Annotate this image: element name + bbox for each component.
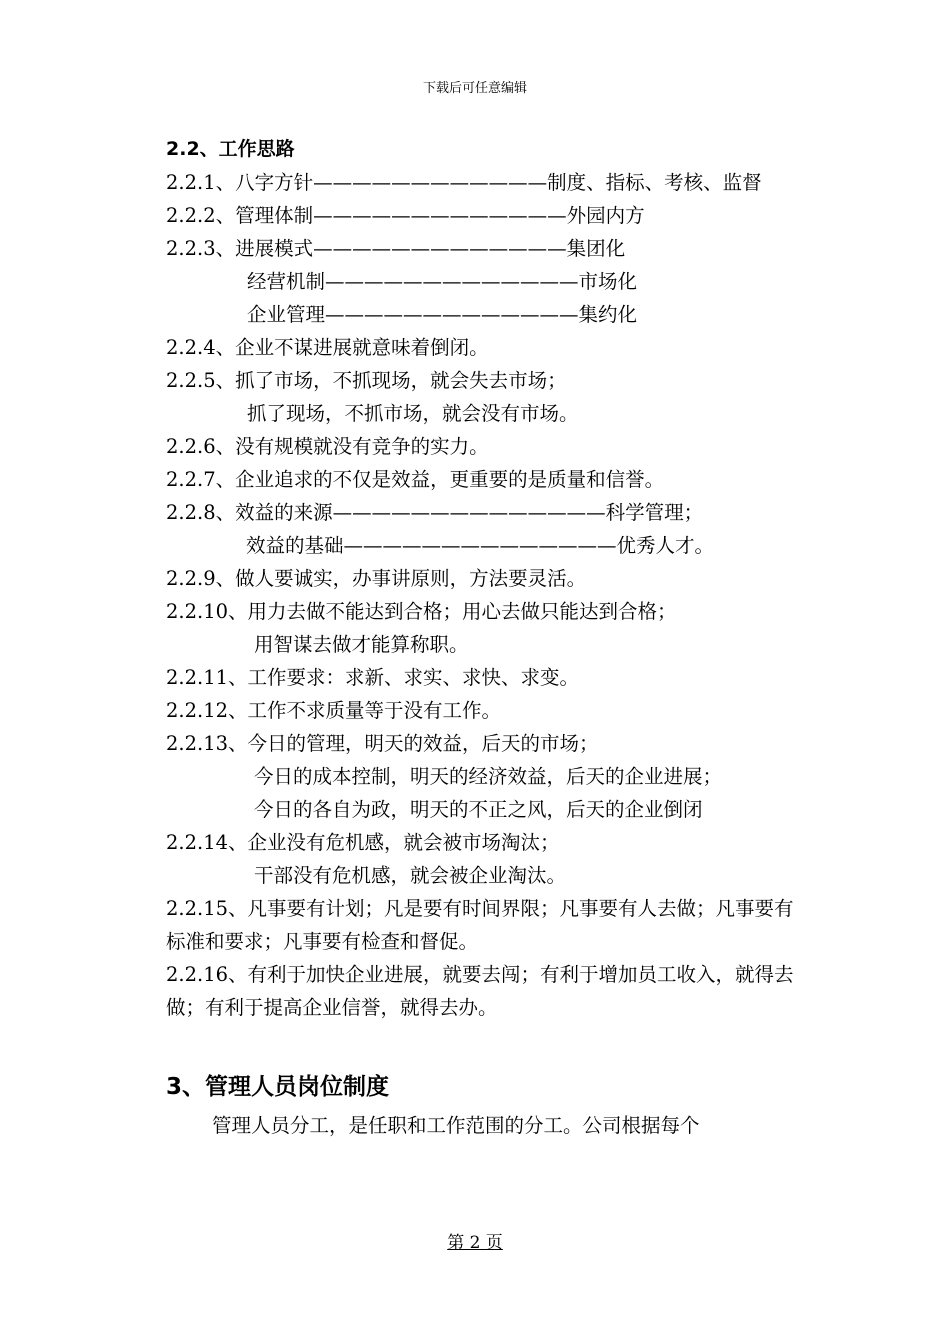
text-line: 经营机制—————————————市场化: [247, 270, 638, 293]
text-line: 2.2.14、企业没有危机感，就会被市场淘汰；: [166, 831, 560, 854]
text-line: 干部没有危机感，就会被企业淘汰。: [254, 864, 567, 887]
document-body: [166, 133, 806, 1142]
text-line: 2.2.12、工作不求质量等于没有工作。: [166, 699, 502, 722]
section-heading-3: 3、管理人员岗位制度: [166, 1074, 390, 1100]
text-line: 2.2.15、凡事要有计划；凡是要有时间界限；凡事要有人去做；凡事要有标准和要求；凡事要有检查和督促。: [166, 897, 794, 953]
text-line: 今日的成本控制，明天的经济效益，后天的企业进展；: [254, 765, 723, 788]
text-line: 效益的基础——————————————优秀人才。: [246, 534, 715, 557]
section-spacer: [166, 1024, 806, 1065]
text-line: 今日的各自为政，明天的不正之风，后天的企业倒闭: [254, 798, 703, 821]
text-line: 2.2.3、进展模式—————————————集团化: [166, 237, 626, 260]
section-heading-2-2: 2.2、工作思路: [166, 138, 295, 160]
text-line: 2.2.7、企业追求的不仅是效益，更重要的是质量和信誉。: [166, 468, 665, 491]
text-line: 2.2.6、没有规模就没有竞争的实力。: [166, 435, 489, 458]
page-footer: [0, 1228, 950, 1253]
text-line: 2.2.8、效益的来源——————————————科学管理；: [166, 501, 704, 524]
text-line: 2.2.16、有利于加快企业进展，就要去闯；有利于增加员工收入，就得去做；有利于提高企业信誉，就得去办。: [166, 963, 794, 1019]
text-line: 2.2.5、抓了市场，不抓现场，就会失去市场；: [166, 369, 567, 392]
text-line: 2.2.11、工作要求：求新、求实、求快、求变。: [166, 666, 580, 689]
text-line: 抓了现场，不抓市场，就会没有市场。: [247, 402, 579, 425]
text-line: 2.2.1、八字方针————————————制度、指标、考核、监督: [166, 171, 762, 194]
text-line: 2.2.13、今日的管理，明天的效益，后天的市场；: [166, 732, 599, 755]
text-line: 2.2.4、企业不谋进展就意味着倒闭。: [166, 336, 489, 359]
text-line: 企业管理—————————————集约化: [247, 303, 638, 326]
text-line: 2.2.10、用力去做不能达到合格；用心去做只能达到合格；: [166, 600, 677, 623]
text-line: 2.2.2、管理体制—————————————外园内方: [166, 204, 645, 227]
text-line: 2.2.9、做人要诚实，办事讲原则，方法要灵活。: [166, 567, 587, 590]
page-number: 第 2 页: [447, 1233, 503, 1253]
text-line: 用智谋去做才能算称职。: [254, 633, 469, 656]
paragraph-text: 管理人员分工，是任职和工作范围的分工。公司根据每个: [212, 1114, 700, 1137]
page-header: 下载后可任意编辑: [422, 81, 527, 96]
